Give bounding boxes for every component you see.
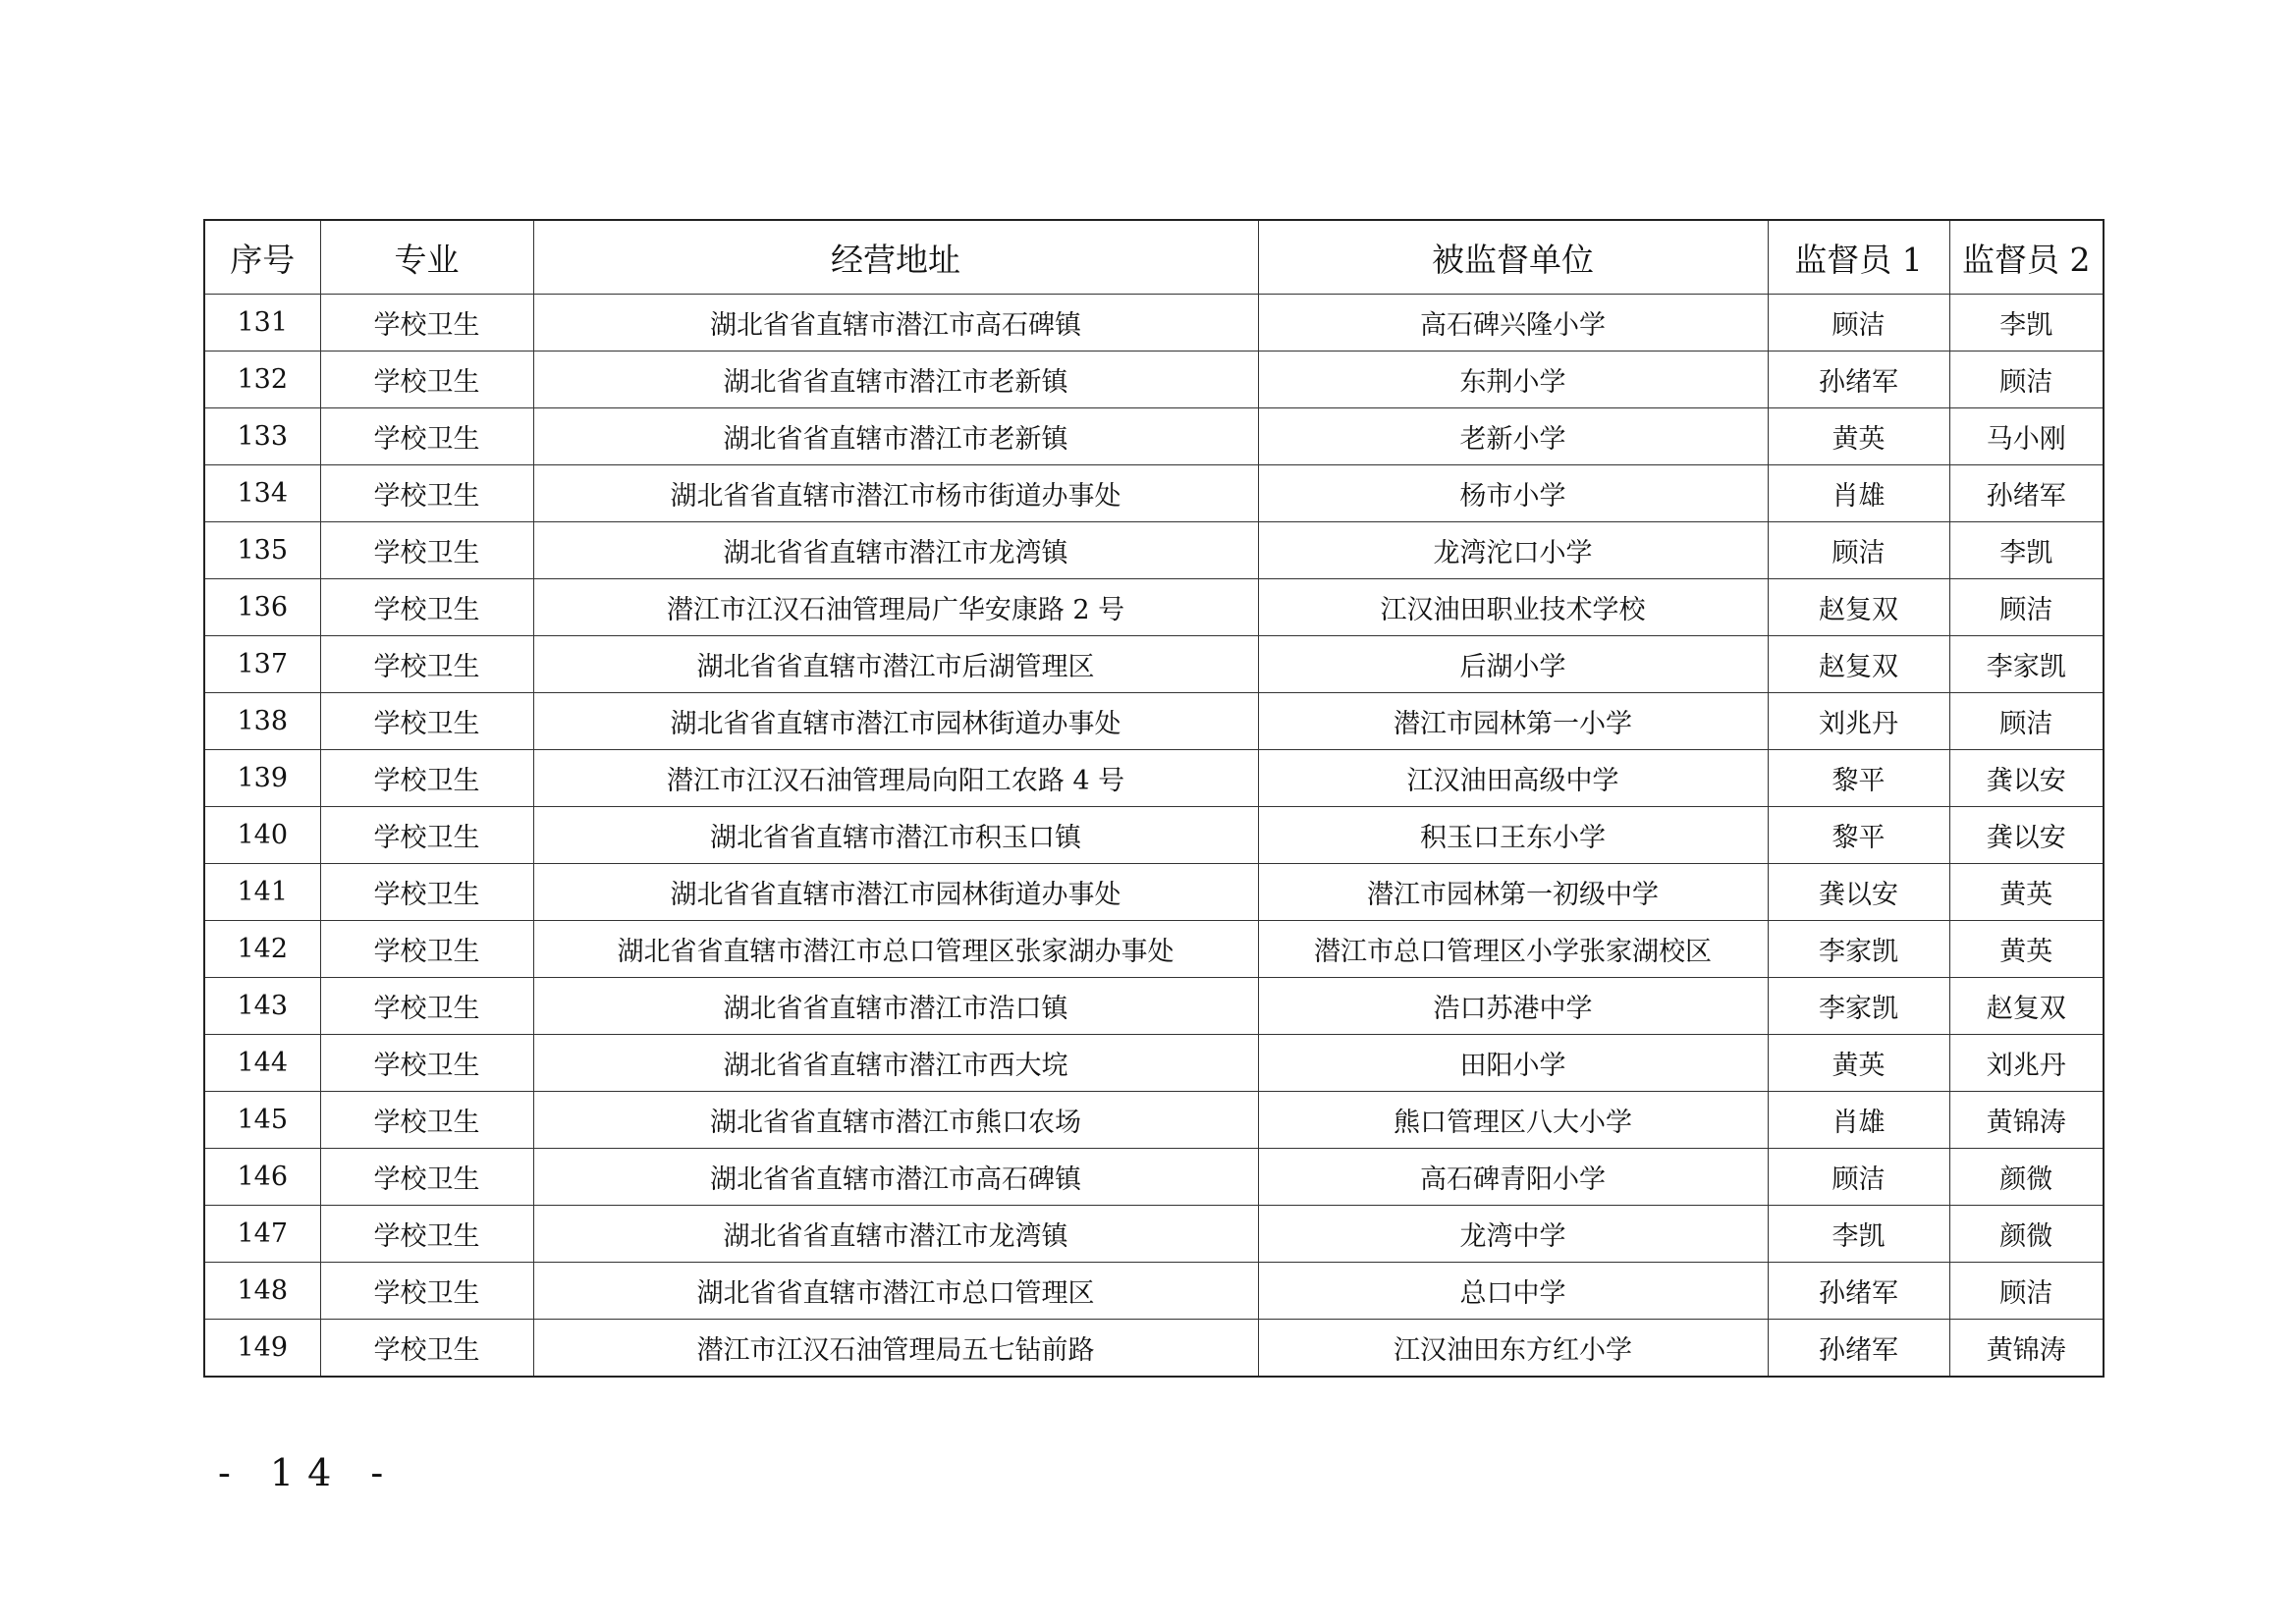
cell-supervised-unit: 潜江市园林第一小学 [1258,693,1768,750]
cell-index: 136 [204,579,320,636]
cell-supervised-unit: 老新小学 [1258,408,1768,465]
cell-address: 湖北省省直辖市潜江市浩口镇 [533,978,1258,1035]
table-row [204,465,2104,522]
cell-index: 148 [204,1263,320,1320]
table-header [204,220,2104,295]
cell-address: 潜江市江汉石油管理局五七钻前路 [533,1320,1258,1378]
cell-inspector-2: 刘兆丹 [1949,1035,2104,1092]
cell-index: 132 [204,352,320,408]
table-row [204,693,2104,750]
header-address: 经营地址 [533,220,1258,295]
cell-inspector-2: 龚以安 [1949,750,2104,807]
cell-address: 湖北省省直辖市潜江市后湖管理区 [533,636,1258,693]
cell-inspector-1: 黎平 [1768,750,1949,807]
cell-inspector-1: 赵复双 [1768,636,1949,693]
cell-supervised-unit: 高石碑青阳小学 [1258,1149,1768,1206]
cell-index: 149 [204,1320,320,1378]
cell-supervised-unit: 杨市小学 [1258,465,1768,522]
cell-address: 潜江市江汉石油管理局向阳工农路 4 号 [533,750,1258,807]
cell-inspector-1: 黄英 [1768,408,1949,465]
cell-index: 137 [204,636,320,693]
table-row [204,978,2104,1035]
table-row [204,295,2104,352]
cell-inspector-1: 刘兆丹 [1768,693,1949,750]
cell-inspector-2: 黄英 [1949,864,2104,921]
cell-specialty: 学校卫生 [320,1035,533,1092]
cell-inspector-1: 孙绪军 [1768,352,1949,408]
cell-address: 湖北省省直辖市潜江市园林街道办事处 [533,864,1258,921]
table-row [204,522,2104,579]
header-index: 序号 [204,220,320,295]
cell-index: 138 [204,693,320,750]
table-row [204,1206,2104,1263]
table-row [204,1320,2104,1378]
cell-specialty: 学校卫生 [320,1320,533,1378]
cell-index: 142 [204,921,320,978]
cell-inspector-2: 颜微 [1949,1149,2104,1206]
cell-supervised-unit: 积玉口王东小学 [1258,807,1768,864]
cell-index: 140 [204,807,320,864]
table-row [204,750,2104,807]
cell-specialty: 学校卫生 [320,921,533,978]
cell-address: 湖北省省直辖市潜江市西大垸 [533,1035,1258,1092]
table-row [204,636,2104,693]
cell-inspector-1: 赵复双 [1768,579,1949,636]
cell-index: 139 [204,750,320,807]
table-row [204,352,2104,408]
cell-inspector-1: 顾洁 [1768,295,1949,352]
cell-address: 湖北省省直辖市潜江市积玉口镇 [533,807,1258,864]
cell-index: 131 [204,295,320,352]
table-row [204,1092,2104,1149]
cell-inspector-2: 赵复双 [1949,978,2104,1035]
header-supervised-unit: 被监督单位 [1258,220,1768,295]
cell-inspector-2: 顾洁 [1949,352,2104,408]
cell-specialty: 学校卫生 [320,1263,533,1320]
cell-specialty: 学校卫生 [320,636,533,693]
cell-supervised-unit: 总口中学 [1258,1263,1768,1320]
cell-address: 湖北省省直辖市潜江市老新镇 [533,408,1258,465]
table-row [204,408,2104,465]
cell-supervised-unit: 江汉油田职业技术学校 [1258,579,1768,636]
table-row [204,579,2104,636]
cell-index: 133 [204,408,320,465]
cell-specialty: 学校卫生 [320,352,533,408]
cell-specialty: 学校卫生 [320,750,533,807]
cell-supervised-unit: 高石碑兴隆小学 [1258,295,1768,352]
cell-index: 145 [204,1092,320,1149]
cell-supervised-unit: 江汉油田东方红小学 [1258,1320,1768,1378]
cell-inspector-1: 黎平 [1768,807,1949,864]
cell-address: 湖北省省直辖市潜江市老新镇 [533,352,1258,408]
header-inspector-1: 监督员 1 [1768,220,1949,295]
cell-inspector-1: 顾洁 [1768,1149,1949,1206]
cell-inspector-2: 顾洁 [1949,579,2104,636]
table-body [204,295,2104,1378]
cell-supervised-unit: 潜江市园林第一初级中学 [1258,864,1768,921]
cell-inspector-2: 李家凯 [1949,636,2104,693]
cell-inspector-1: 李家凯 [1768,921,1949,978]
cell-inspector-2: 黄锦涛 [1949,1320,2104,1378]
cell-supervised-unit: 浩口苏港中学 [1258,978,1768,1035]
cell-address: 湖北省省直辖市潜江市总口管理区 [533,1263,1258,1320]
cell-index: 147 [204,1206,320,1263]
cell-supervised-unit: 东荆小学 [1258,352,1768,408]
cell-inspector-1: 李凯 [1768,1206,1949,1263]
cell-inspector-1: 顾洁 [1768,522,1949,579]
cell-address: 湖北省省直辖市潜江市高石碑镇 [533,1149,1258,1206]
table-row [204,864,2104,921]
cell-specialty: 学校卫生 [320,579,533,636]
cell-supervised-unit: 田阳小学 [1258,1035,1768,1092]
cell-specialty: 学校卫生 [320,522,533,579]
cell-inspector-2: 李凯 [1949,522,2104,579]
cell-inspector-1: 孙绪军 [1768,1263,1949,1320]
cell-specialty: 学校卫生 [320,864,533,921]
cell-inspector-2: 龚以安 [1949,807,2104,864]
supervision-table [203,219,2105,1378]
cell-index: 141 [204,864,320,921]
cell-supervised-unit: 龙湾中学 [1258,1206,1768,1263]
cell-specialty: 学校卫生 [320,807,533,864]
cell-address: 湖北省省直辖市潜江市熊口农场 [533,1092,1258,1149]
cell-supervised-unit: 江汉油田高级中学 [1258,750,1768,807]
page-number: - 14 - [218,1451,398,1494]
cell-supervised-unit: 熊口管理区八大小学 [1258,1092,1768,1149]
cell-inspector-1: 李家凯 [1768,978,1949,1035]
cell-specialty: 学校卫生 [320,1092,533,1149]
cell-specialty: 学校卫生 [320,295,533,352]
header-specialty: 专业 [320,220,533,295]
cell-specialty: 学校卫生 [320,1149,533,1206]
table-row [204,1149,2104,1206]
cell-address: 湖北省省直辖市潜江市园林街道办事处 [533,693,1258,750]
cell-inspector-1: 肖雄 [1768,1092,1949,1149]
cell-specialty: 学校卫生 [320,978,533,1035]
table-row [204,1263,2104,1320]
cell-address: 湖北省省直辖市潜江市杨市街道办事处 [533,465,1258,522]
cell-inspector-1: 孙绪军 [1768,1320,1949,1378]
cell-inspector-2: 顾洁 [1949,1263,2104,1320]
cell-inspector-2: 黄英 [1949,921,2104,978]
cell-inspector-2: 颜微 [1949,1206,2104,1263]
cell-address: 湖北省省直辖市潜江市龙湾镇 [533,522,1258,579]
cell-supervised-unit: 龙湾沱口小学 [1258,522,1768,579]
cell-inspector-2: 黄锦涛 [1949,1092,2104,1149]
cell-supervised-unit: 潜江市总口管理区小学张家湖校区 [1258,921,1768,978]
cell-address: 湖北省省直辖市潜江市龙湾镇 [533,1206,1258,1263]
cell-index: 144 [204,1035,320,1092]
cell-supervised-unit: 后湖小学 [1258,636,1768,693]
cell-index: 134 [204,465,320,522]
cell-inspector-2: 孙绪军 [1949,465,2104,522]
cell-index: 146 [204,1149,320,1206]
cell-inspector-2: 马小刚 [1949,408,2104,465]
table-row [204,807,2104,864]
cell-index: 143 [204,978,320,1035]
cell-index: 135 [204,522,320,579]
cell-address: 湖北省省直辖市潜江市总口管理区张家湖办事处 [533,921,1258,978]
cell-specialty: 学校卫生 [320,693,533,750]
header-inspector-2: 监督员 2 [1949,220,2104,295]
cell-inspector-1: 黄英 [1768,1035,1949,1092]
cell-inspector-1: 龚以安 [1768,864,1949,921]
cell-specialty: 学校卫生 [320,408,533,465]
table-row [204,921,2104,978]
cell-specialty: 学校卫生 [320,1206,533,1263]
cell-specialty: 学校卫生 [320,465,533,522]
header-row [204,220,2104,295]
cell-inspector-2: 顾洁 [1949,693,2104,750]
cell-inspector-2: 李凯 [1949,295,2104,352]
table-row [204,1035,2104,1092]
cell-address: 潜江市江汉石油管理局广华安康路 2 号 [533,579,1258,636]
cell-address: 湖北省省直辖市潜江市高石碑镇 [533,295,1258,352]
cell-inspector-1: 肖雄 [1768,465,1949,522]
